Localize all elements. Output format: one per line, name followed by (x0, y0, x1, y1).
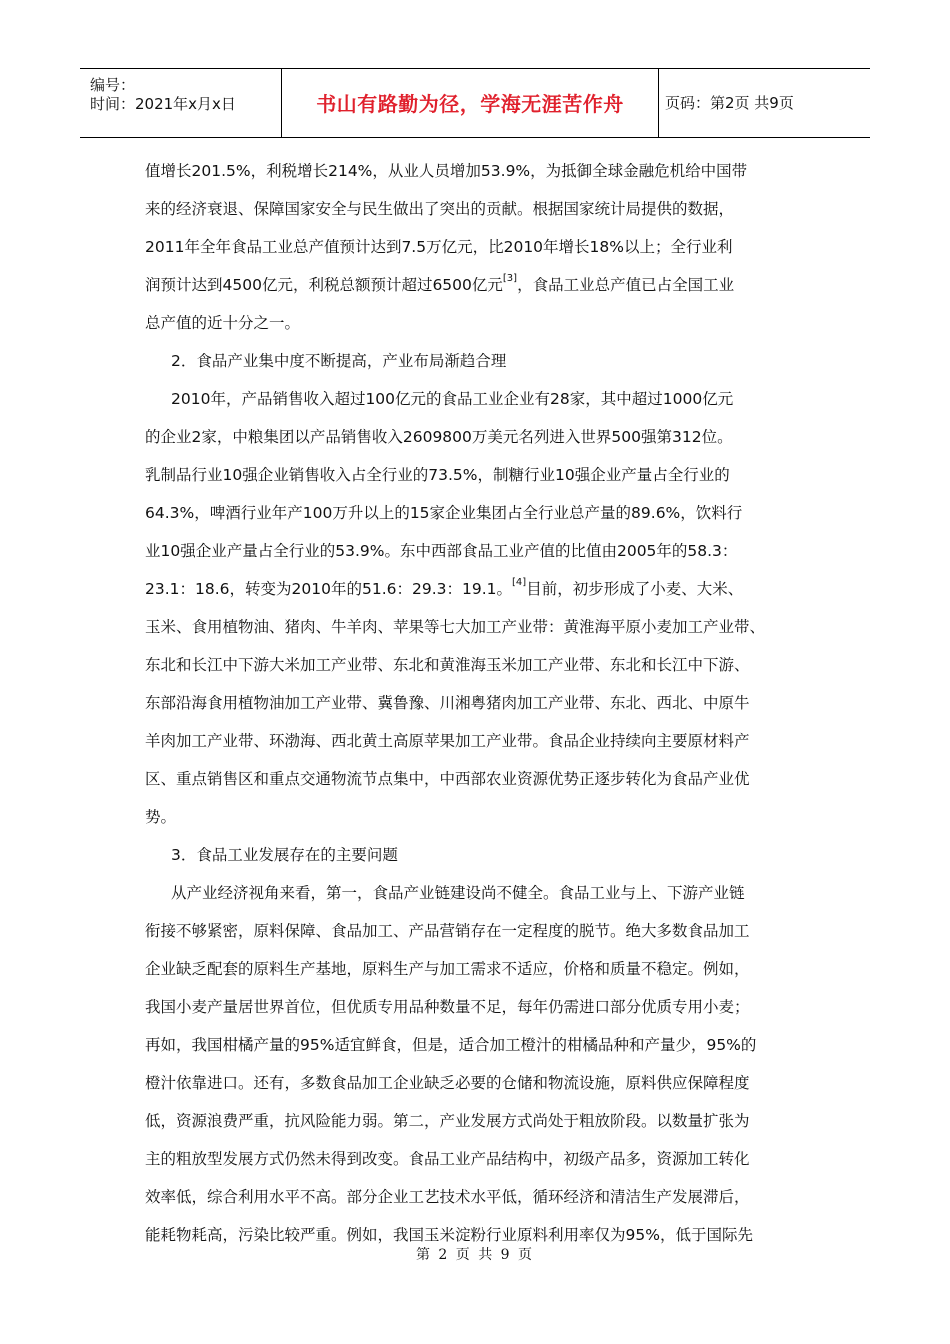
header-motto-cell (282, 69, 659, 137)
body-line: 业10强企业产量占全行业的53.9%。东中西部食品工业产值的比值由2005年的58.3： (145, 542, 738, 560)
body-line: 值增长201.5%，利税增长214%，从业人员增加53.9%，为抵御全球金融危机给中国带 (145, 162, 748, 180)
body-line: 从产业经济视角来看，第一，食品产业链建设尚不健全。食品工业与上、下游产业链 (171, 884, 745, 902)
header-page-code: 页码：第2页 共9页 (665, 94, 794, 112)
body-line: 我国小麦产量居世界首位，但优质专用品种数量不足，每年仍需进口部分优质专用小麦； (145, 998, 750, 1016)
body-line: 再如，我国柑橘产量的95%适宜鲜食，但是，适合加工橙汁的柑橘品种和产量少，95%的 (145, 1036, 757, 1054)
body-line: 效率低，综合利用水平不高。部分企业工艺技术水平低，循环经济和清洁生产发展滞后， (145, 1188, 750, 1206)
body-line: 2011年全年食品工业总产值预计达到7.5万亿元，比2010年增长18%以上；全行业利 (145, 238, 733, 256)
citation-ref-4: [4] (512, 577, 527, 588)
body-line-with-ref (145, 266, 835, 304)
body-line: 乳制品行业10强企业销售收入占全行业的73.5%，制糖行业10强企业产量占全行业的 (145, 466, 730, 484)
body-line: 能耗物耗高，污染比较严重。例如，我国玉米淀粉行业原料利用率仅为95%，低于国际先 (145, 1226, 753, 1244)
body-line-text: ，食品工业总产值已占全国工业 (517, 276, 735, 294)
page-footer: 第 2 页 共 9 页 (415, 1247, 535, 1263)
body-line-text: 目前，初步形成了小麦、大米、 (526, 580, 744, 598)
body-line: 低，资源浪费严重，抗风险能力弱。第二，产业发展方式尚处于粗放阶段。以数量扩张为 (145, 1112, 750, 1130)
citation-ref-3: [3] (502, 273, 518, 284)
header-meta-cell (80, 69, 282, 137)
body-line: 东部沿海食用植物油加工产业带、冀鲁豫、川湘粤猪肉加工产业带、东北、西北、中原牛 (145, 694, 750, 712)
body-line-text: 23.1：18.6，转变为2010年的51.6：29.3：19.1。 (145, 580, 513, 598)
header-motto: 书山有路勤为径，学海无涯苦作舟 (316, 92, 624, 116)
section-heading-2: 2．食品产业集中度不断提高，产业布局渐趋合理 (171, 352, 507, 370)
body-line: 衔接不够紧密，原料保障、食品加工、产品营销存在一定程度的脱节。绝大多数食品加工 (145, 922, 750, 940)
document-number-label: 编号： (90, 76, 136, 94)
body-line: 的企业2家，中粮集团以产品销售收入2609800万美元名列进入世界500强第312位。 (145, 428, 733, 446)
body-line: 区、重点销售区和重点交通物流节点集中，中西部农业资源优势正逐步转化为食品产业优 (145, 770, 750, 788)
body-line: 2010年，产品销售收入超过100亿元的食品工业企业有28家，其中超过1000亿元 (171, 390, 734, 408)
body-line: 羊肉加工产业带、环渤海、西北黄土高原苹果加工产业带。食品企业持续向主要原材料产 (145, 732, 750, 750)
body-line: 企业缺乏配套的原料生产基地，原料生产与加工需求不适应，价格和质量不稳定。例如， (145, 960, 750, 978)
body-line: 玉米、食用植物油、猪肉、牛羊肉、苹果等七大加工产业带：黄淮海平原小麦加工产业带、 (145, 618, 766, 636)
body-line-text: 润预计达到4500亿元，利税总额预计超过6500亿元 (145, 276, 503, 294)
section-heading-3: 3．食品工业发展存在的主要问题 (171, 846, 398, 864)
header-page-cell (659, 69, 870, 137)
header-table (80, 68, 870, 138)
body-line: 势。 (145, 808, 177, 826)
body-line: 橙汁依靠进口。还有，多数食品加工企业缺乏必要的仓储和物流设施，原料供应保障程度 (145, 1074, 750, 1092)
body-line: 东北和长江中下游大米加工产业带、东北和黄淮海玉米加工产业带、东北和长江中下游、 (145, 656, 750, 674)
body-line: 64.3%，啤酒行业年产100万升以上的15家企业集团占全行业总产量的89.6%，饮料行 (145, 504, 743, 522)
body-line-with-ref (145, 570, 835, 608)
body-line: 来的经济衰退、保障国家安全与民生做出了突出的贡献。根据国家统计局提供的数据， (145, 200, 735, 218)
body-line: 总产值的近十分之一。 (145, 314, 301, 332)
document-time-label: 时间：2021年x月x日 (90, 95, 236, 113)
document-body (145, 152, 835, 1254)
body-line: 主的粗放型发展方式仍然未得到改变。食品工业产品结构中，初级产品多，资源加工转化 (145, 1150, 750, 1168)
